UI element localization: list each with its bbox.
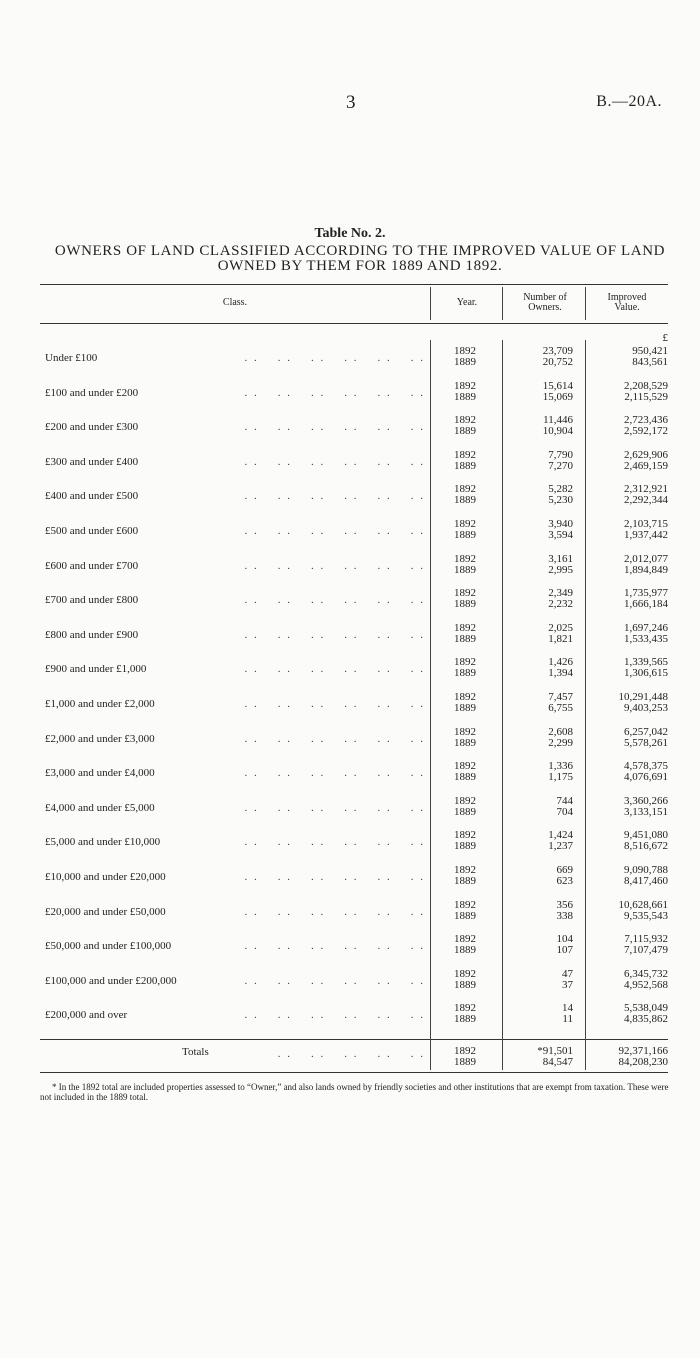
owners-1892: 15,614 <box>542 379 573 392</box>
row-values <box>588 623 668 645</box>
row-class: £1,000 and under £2,000 <box>45 698 155 710</box>
row-values <box>588 588 668 610</box>
owners-1889: 37 <box>562 978 573 991</box>
row-owners <box>505 761 573 783</box>
leader-dots: . . . . . . . . . . . . <box>244 1009 425 1022</box>
year-1892: 1892 <box>454 379 476 392</box>
table-row <box>0 727 700 749</box>
leader-dots: . . . . . . . . . . . . <box>244 974 425 987</box>
year-1892: 1892 <box>454 864 476 876</box>
year-1889: 1889 <box>454 598 476 611</box>
column-header-value: Improved Value. <box>607 292 647 313</box>
leader-dots: . . . . . . . . . . . . <box>244 871 425 883</box>
value-1889: 843,561 <box>632 356 668 368</box>
row-class: £20,000 and under £50,000 <box>45 905 166 918</box>
year-1892: 1892 <box>454 1002 476 1015</box>
value-1889: 7,107,479 <box>624 944 668 957</box>
value-1892: 2,103,715 <box>624 518 668 530</box>
value-1892: 10,291,448 <box>618 691 668 703</box>
owners-1889: 1,394 <box>548 667 573 680</box>
row-class: £200,000 and over <box>45 1009 128 1022</box>
table-row <box>0 761 700 783</box>
totals-top-rule <box>40 1039 668 1040</box>
leader-dots: . . . . . . . . . . . . <box>244 801 425 814</box>
totals-owners-1892: *91,501 <box>537 1045 573 1057</box>
row-class: £400 and under £500 <box>45 490 139 503</box>
row-values <box>588 484 668 506</box>
row-years <box>435 727 495 749</box>
row-class: £500 and under £600 <box>45 525 139 537</box>
row-years <box>435 415 495 437</box>
leader-dots: . . . . . . . . . . . . <box>244 352 425 364</box>
leader-dots: . . . . . . . . . . . . <box>244 594 425 607</box>
totals-leader-dots: . . . . . . . . . . <box>277 1048 425 1060</box>
owners-1892: 2,349 <box>548 587 573 600</box>
year-1889: 1889 <box>454 425 476 438</box>
value-1889: 8,516,672 <box>624 840 668 853</box>
currency-symbol: £ <box>662 332 668 344</box>
value-1892: 6,345,732 <box>624 967 668 980</box>
row-values <box>588 381 668 403</box>
row-class: £800 and under £900 <box>45 628 139 641</box>
value-1892: 6,257,042 <box>624 725 668 738</box>
column-divider-year <box>430 287 431 320</box>
owners-1892: 1,424 <box>548 829 573 842</box>
value-1892: 2,723,436 <box>624 414 668 427</box>
year-1889: 1889 <box>454 805 476 818</box>
totals-values <box>588 1046 668 1068</box>
owners-1889: 1,237 <box>548 840 573 853</box>
year-1889: 1889 <box>454 632 476 645</box>
row-values <box>588 796 668 818</box>
owners-1889: 6,755 <box>548 702 573 714</box>
row-class: £100 and under £200 <box>45 386 139 399</box>
owners-1892: 2,025 <box>548 621 573 634</box>
value-1892: 2,629,906 <box>624 448 668 461</box>
table-row <box>0 657 700 679</box>
year-1892: 1892 <box>454 414 476 427</box>
year-1892: 1892 <box>454 691 476 703</box>
owners-1889: 623 <box>556 875 573 887</box>
year-1889: 1889 <box>454 459 476 472</box>
owners-1889: 338 <box>556 909 573 922</box>
value-1892: 950,421 <box>632 345 668 357</box>
year-1889: 1889 <box>454 667 476 680</box>
owners-1892: 744 <box>556 794 573 807</box>
row-owners <box>505 692 573 714</box>
year-1892: 1892 <box>454 621 476 634</box>
row-values <box>588 450 668 472</box>
leader-dots: . . . . . . . . . . . . <box>244 905 425 918</box>
value-1889: 1,894,849 <box>624 563 668 576</box>
value-1889: 4,835,862 <box>624 1013 668 1026</box>
row-values <box>588 727 668 749</box>
value-1892: 9,451,080 <box>624 829 668 842</box>
value-1892: 7,115,932 <box>624 933 668 946</box>
row-values <box>588 519 668 541</box>
year-1889: 1889 <box>454 390 476 403</box>
row-values <box>588 969 668 991</box>
leader-dots: . . . . . . . . . . . . <box>244 767 425 780</box>
year-1889: 1889 <box>454 563 476 576</box>
year-1892: 1892 <box>454 345 476 357</box>
owners-1889: 2,232 <box>548 598 573 611</box>
value-1889: 5,578,261 <box>624 736 668 749</box>
row-owners <box>505 1003 573 1025</box>
row-owners <box>505 865 573 887</box>
value-1892: 1,735,977 <box>624 587 668 600</box>
column-header-year: Year. <box>456 297 478 308</box>
row-years <box>435 554 495 576</box>
value-1889: 1,666,184 <box>624 598 668 611</box>
year-1892: 1892 <box>454 587 476 600</box>
year-1889: 1889 <box>454 702 476 714</box>
table-row <box>0 484 700 506</box>
table-row <box>0 623 700 645</box>
row-values <box>588 415 668 437</box>
year-1892: 1892 <box>454 483 476 496</box>
owners-1892: 104 <box>556 933 573 946</box>
row-years <box>435 484 495 506</box>
owners-1892: 3,940 <box>548 518 573 530</box>
row-values <box>588 692 668 714</box>
table-row <box>0 415 700 437</box>
owners-1892: 669 <box>556 864 573 876</box>
leader-dots: . . . . . . . . . . . . <box>244 698 425 710</box>
row-years <box>435 381 495 403</box>
row-years <box>435 519 495 541</box>
value-1892: 5,538,049 <box>624 1002 668 1015</box>
totals-value-1889: 84,208,230 <box>618 1056 668 1068</box>
value-1892: 10,628,661 <box>618 898 668 911</box>
owners-1892: 23,709 <box>542 345 573 357</box>
table-row <box>0 934 700 956</box>
leader-dots: . . . . . . . . . . . . <box>244 386 425 399</box>
row-years <box>435 346 495 368</box>
owners-1892: 5,282 <box>548 483 573 496</box>
row-class: £200 and under £300 <box>45 421 139 434</box>
year-1892: 1892 <box>454 448 476 461</box>
owners-1889: 7,270 <box>548 459 573 472</box>
row-years <box>435 761 495 783</box>
value-1889: 9,403,253 <box>624 702 668 714</box>
leader-dots: . . . . . . . . . . . . <box>244 940 425 953</box>
column-divider-owners <box>502 287 503 320</box>
owners-1889: 3,594 <box>548 529 573 541</box>
year-1892: 1892 <box>454 967 476 980</box>
row-owners <box>505 623 573 645</box>
year-1889: 1889 <box>454 909 476 922</box>
row-values <box>588 934 668 956</box>
leader-dots: . . . . . . . . . . . . <box>244 421 425 434</box>
owners-1892: 7,457 <box>548 691 573 703</box>
row-owners <box>505 934 573 956</box>
year-1889: 1889 <box>454 1013 476 1026</box>
row-years <box>435 623 495 645</box>
year-1889: 1889 <box>454 840 476 853</box>
owners-1892: 11,446 <box>543 414 573 427</box>
leader-dots: . . . . . . . . . . . . <box>244 663 425 676</box>
row-years <box>435 900 495 922</box>
value-1892: 4,578,375 <box>624 760 668 773</box>
owners-1892: 356 <box>556 898 573 911</box>
owners-1889: 15,069 <box>542 390 573 403</box>
value-1889: 3,133,151 <box>624 805 668 818</box>
row-years <box>435 796 495 818</box>
header-bottom-rule <box>40 323 668 324</box>
value-1892: 2,208,529 <box>624 379 668 392</box>
owners-1889: 10,904 <box>542 425 573 438</box>
row-owners <box>505 346 573 368</box>
table-row <box>0 381 700 403</box>
row-class: £50,000 and under £100,000 <box>45 940 172 953</box>
row-years <box>435 450 495 472</box>
value-1889: 2,469,159 <box>624 459 668 472</box>
value-1892: 9,090,788 <box>624 864 668 876</box>
value-1892: 2,312,921 <box>624 483 668 496</box>
owners-1892: 3,161 <box>548 552 573 565</box>
row-values <box>588 761 668 783</box>
table-row <box>0 346 700 368</box>
row-years <box>435 865 495 887</box>
table-row <box>0 554 700 576</box>
table-row <box>0 796 700 818</box>
row-class: £10,000 and under £20,000 <box>45 871 166 883</box>
totals-year-1889: 1889 <box>454 1056 476 1068</box>
year-1889: 1889 <box>454 529 476 541</box>
row-owners <box>505 796 573 818</box>
row-owners <box>505 830 573 852</box>
year-1892: 1892 <box>454 656 476 669</box>
table-label: Table No. 2. <box>314 226 386 241</box>
row-values <box>588 830 668 852</box>
row-class: £700 and under £800 <box>45 594 139 607</box>
leader-dots: . . . . . . . . . . . . <box>244 732 425 745</box>
row-class: Under £100 <box>45 352 98 364</box>
year-1892: 1892 <box>454 552 476 565</box>
owners-1892: 7,790 <box>548 448 573 461</box>
row-years <box>435 934 495 956</box>
table-row <box>0 830 700 852</box>
owners-1889: 5,230 <box>548 494 573 507</box>
row-class: £2,000 and under £3,000 <box>45 732 155 745</box>
row-values <box>588 346 668 368</box>
owners-1889: 2,995 <box>548 563 573 576</box>
table-row <box>0 900 700 922</box>
year-1892: 1892 <box>454 898 476 911</box>
value-1889: 4,076,691 <box>624 771 668 784</box>
value-1889: 2,115,529 <box>624 390 668 403</box>
row-owners <box>505 381 573 403</box>
year-1889: 1889 <box>454 494 476 507</box>
year-1889: 1889 <box>454 875 476 887</box>
table-row <box>0 1003 700 1025</box>
value-1889: 1,533,435 <box>624 632 668 645</box>
row-values <box>588 1003 668 1025</box>
leader-dots: . . . . . . . . . . . . <box>244 490 425 503</box>
year-1892: 1892 <box>454 829 476 842</box>
owners-1892: 14 <box>562 1002 573 1015</box>
row-values <box>588 865 668 887</box>
owners-1889: 1,175 <box>548 771 573 784</box>
row-years <box>435 969 495 991</box>
row-values <box>588 554 668 576</box>
table-row <box>0 692 700 714</box>
owners-1889: 704 <box>556 805 573 818</box>
value-1889: 2,292,344 <box>624 494 668 507</box>
leader-dots: . . . . . . . . . . . . <box>244 836 425 849</box>
value-1889: 1,937,442 <box>624 529 668 541</box>
value-1889: 9,535,543 <box>624 909 668 922</box>
row-class: £5,000 and under £10,000 <box>45 836 161 849</box>
owners-1892: 47 <box>562 967 573 980</box>
owners-1889: 11 <box>562 1013 573 1026</box>
column-divider-value <box>585 287 586 320</box>
row-values <box>588 900 668 922</box>
totals-owners-1889: 84,547 <box>542 1056 573 1068</box>
value-1892: 3,360,266 <box>624 794 668 807</box>
table-row <box>0 969 700 991</box>
year-1892: 1892 <box>454 933 476 946</box>
totals-value-1892: 92,371,166 <box>618 1045 668 1057</box>
row-years <box>435 657 495 679</box>
value-1892: 1,697,246 <box>624 621 668 634</box>
totals-row <box>0 1046 700 1068</box>
row-owners <box>505 969 573 991</box>
row-years <box>435 588 495 610</box>
value-1892: 1,339,565 <box>624 656 668 669</box>
row-owners <box>505 657 573 679</box>
row-class: £100,000 and under £200,000 <box>45 974 177 987</box>
row-owners <box>505 484 573 506</box>
totals-owners <box>505 1046 573 1068</box>
year-1892: 1892 <box>454 725 476 738</box>
totals-years <box>435 1046 495 1068</box>
year-1892: 1892 <box>454 518 476 530</box>
row-owners <box>505 727 573 749</box>
row-owners <box>505 415 573 437</box>
table-row <box>0 519 700 541</box>
row-class: £600 and under £700 <box>45 559 139 572</box>
footnote: * In the 1892 total are included properties assessed to “Owner,” and also lands owned by friendly societies and other institutions that are exempt from taxation. These were not included in the 1889 total. <box>40 1082 669 1102</box>
year-1889: 1889 <box>454 356 476 368</box>
column-header-class: Class. <box>222 297 248 308</box>
page-number: 3 <box>346 92 356 113</box>
value-1889: 1,306,615 <box>624 667 668 680</box>
leader-dots: . . . . . . . . . . . . <box>244 525 425 537</box>
year-1892: 1892 <box>454 794 476 807</box>
leader-dots: . . . . . . . . . . . . <box>244 455 425 468</box>
totals-label: Totals <box>182 1046 209 1058</box>
year-1892: 1892 <box>454 760 476 773</box>
year-1889: 1889 <box>454 944 476 957</box>
value-1892: 2,012,077 <box>624 552 668 565</box>
row-owners <box>505 554 573 576</box>
row-owners <box>505 900 573 922</box>
owners-1892: 1,426 <box>548 656 573 669</box>
column-header-owners: Number of Owners. <box>523 292 567 313</box>
owners-1889: 1,821 <box>548 632 573 645</box>
value-1889: 4,952,568 <box>624 978 668 991</box>
table-title: OWNERS OF LAND CLASSIFIED ACCORDING TO THE IMPROVED VALUE OF LAND OWNED BY THEM FOR 1889 AND 1892. <box>54 243 666 274</box>
year-1889: 1889 <box>454 771 476 784</box>
owners-1889: 2,299 <box>548 736 573 749</box>
row-owners <box>505 450 573 472</box>
row-years <box>435 1003 495 1025</box>
owners-1889: 20,752 <box>542 356 573 368</box>
year-1889: 1889 <box>454 978 476 991</box>
leader-dots: . . . . . . . . . . . . <box>244 628 425 641</box>
year-1889: 1889 <box>454 736 476 749</box>
row-class: £300 and under £400 <box>45 455 139 468</box>
leader-dots: . . . . . . . . . . . . <box>244 559 425 572</box>
row-values <box>588 657 668 679</box>
row-years <box>435 692 495 714</box>
owners-1892: 1,336 <box>548 760 573 773</box>
value-1889: 8,417,460 <box>624 875 668 887</box>
row-class: £900 and under £1,000 <box>45 663 147 676</box>
owners-1889: 107 <box>556 944 573 957</box>
row-class: £4,000 and under £5,000 <box>45 801 155 814</box>
table-row <box>0 450 700 472</box>
row-owners <box>505 588 573 610</box>
row-class: £3,000 and under £4,000 <box>45 767 155 780</box>
table-row <box>0 865 700 887</box>
row-years <box>435 830 495 852</box>
table-top-rule <box>40 284 668 285</box>
row-owners <box>505 519 573 541</box>
value-1889: 2,592,172 <box>624 425 668 438</box>
table-row <box>0 588 700 610</box>
owners-1892: 2,608 <box>548 725 573 738</box>
table-bottom-rule <box>40 1072 668 1073</box>
page-reference: B.—20A. <box>596 93 662 110</box>
totals-year-1892: 1892 <box>454 1045 476 1057</box>
